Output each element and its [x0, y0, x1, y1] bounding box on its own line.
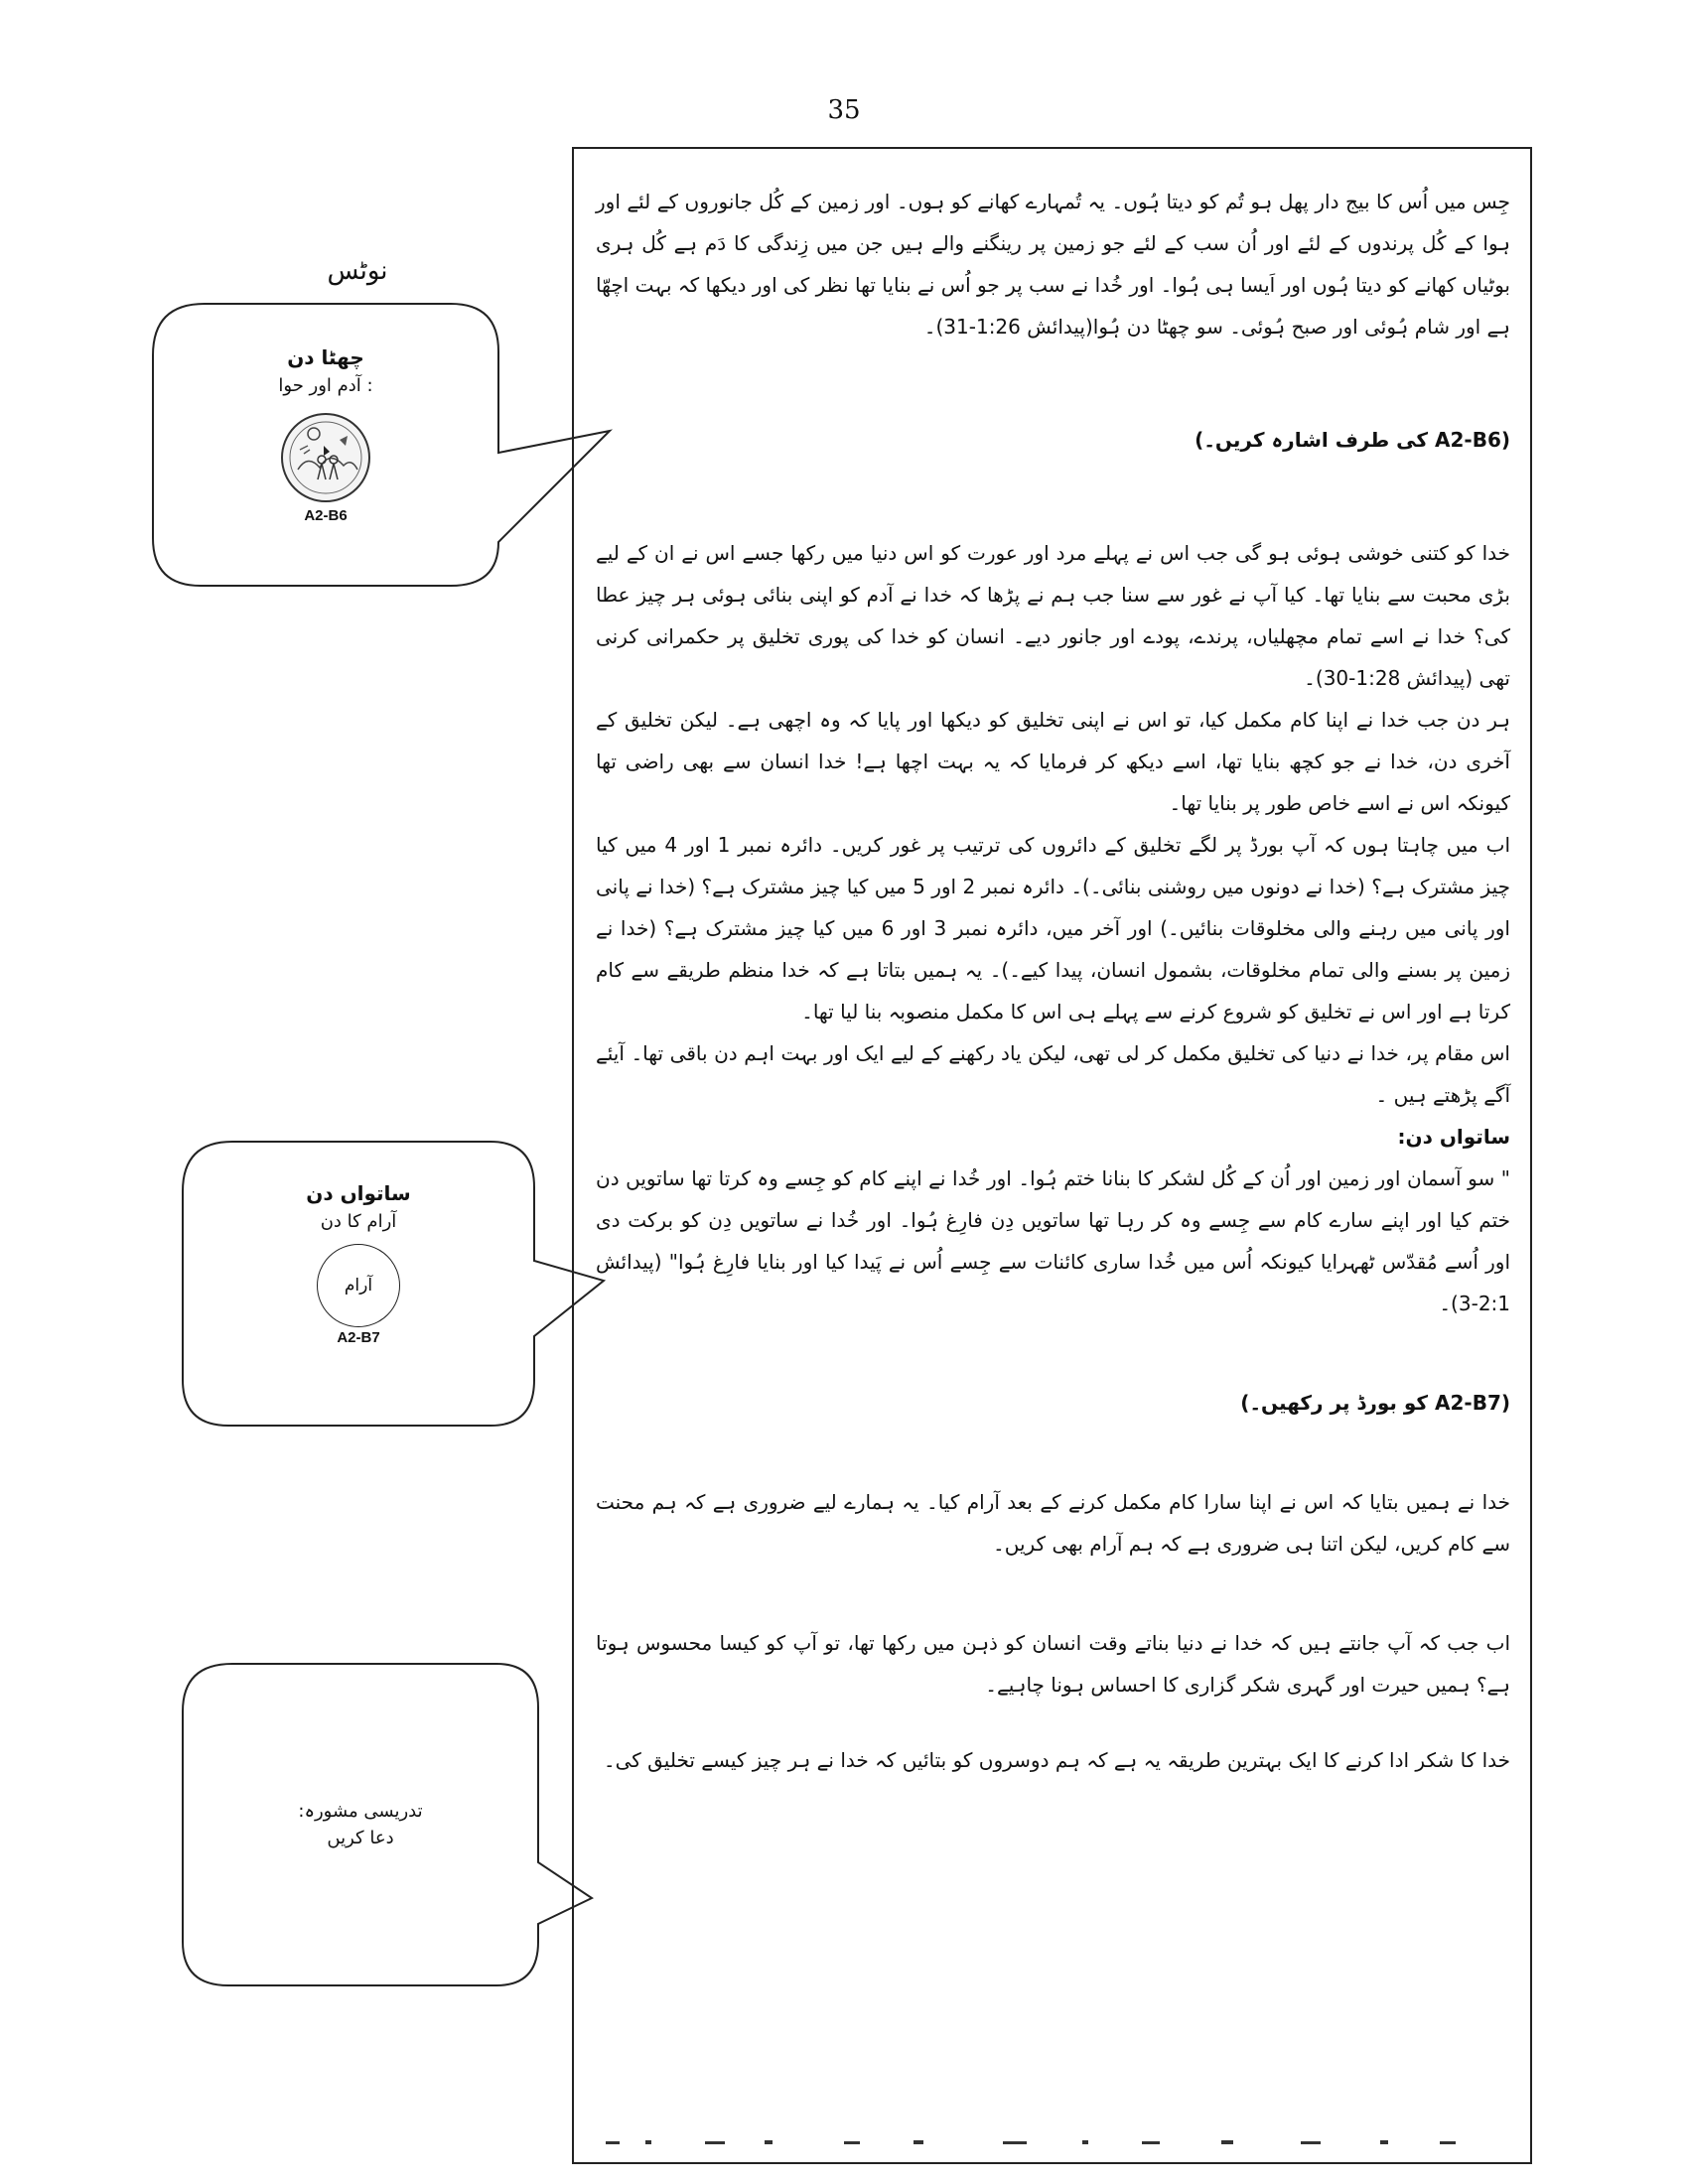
paragraph-adam-dominion: خدا کو کتنی خوشی ہوئی ہو گی جب اس نے پہلے مرد اور عورت کو اس دنیا میں رکھا جسے اس نے ان کے لیے بڑی محبت سے بنایا تھا۔ کیا آپ نے غور سے سنا جب ہم نے پڑھا کہ خدا نے آدم کو اپنی بنائی ہوئی ہر چیز عطا کی؟ خدا نے اسے تمام مچھلیاں، پرندے، پودے اور جانور دیے۔ انسان کو خدا کی پوری تخلیق پر حکمرانی کرنی تھی (پیدائش 1:28-30)۔	[596, 541, 1510, 690]
rest-circle-text: آرام	[344, 1276, 373, 1296]
callout-day-seven-title: ساتواں دن	[306, 1181, 411, 1205]
callout-day-seven	[175, 1142, 612, 1430]
paragraph-circles-order: اب میں چاہتا ہوں کہ آپ بورڈ پر لگے تخلیق کے دائروں کی ترتیب پر غور کریں۔ دائرہ نمبر 1 اور 4 میں کیا چیز مشترک ہے؟ (خدا نے دونوں میں روشنی بنائی۔)۔ دائرہ نمبر 2 اور 5 میں کیا چیز مشترک ہے؟ (خدا نے پانی اور پانی میں رہنے والی مخلوقات بنائیں۔) اور آخر میں، دائرہ نمبر 3 اور 6 میں کیا چیز مشترک ہے؟ (خدا نے زمین پر بسنے والی تمام مخلوقات، بشمول انسان، پیدا کیے۔)۔ یہ ہمیں بتاتا ہے کہ خدا منظم طریقے سے کام کرتا ہے اور اس نے تخلیق کو شروع کرنے سے پہلے ہی اس کا مکمل منصوبہ بنا لیا تھا۔	[596, 833, 1511, 1024]
paragraph-gratitude: اب جب کہ آپ جانتے ہیں کہ خدا نے دنیا بناتے وقت انسان کو ذہن میں رکھا تھا، تو آپ کو کیسا محسوس ہوتا ہے؟ ہمیں حیرت اور گہری شکر گزاری کا احساس ہونا چاہیے۔	[596, 1631, 1510, 1697]
paragraph-genesis-day-seven: " سو آسمان اور زمین اور اُن کے کُل لشکر کا بنانا ختم ہُوا۔ اور خُدا نے اپنے کام کو جِسے وہ کرتا تھا ساتویں دن ختم کیا اور اپنے سارے کام سے جِسے وہ کر رہا تھا ساتویں دِن فارِغ ہُوا۔ اور خُدا نے ساتویں دِن کو برکت دی اور اُسے مُقدّس ٹھہرایا کیونکہ اُس میں خُدا ساری کائنات سے جِسے اُس نے پَیدا کیا اور بنایا فارِغ ہُوا" (پیدائش 2:1-3)۔	[596, 1166, 1510, 1315]
paragraph-one-more-day: اس مقام پر، خدا نے دنیا کی تخلیق مکمل کر لی تھی، لیکن یاد رکھنے کے لیے ایک اور بہت اہم دن باقی تھا۔ آیئے آگے پڑھتے ہیں ۔	[596, 1041, 1510, 1107]
teaching-tip-text: دعا کریں	[327, 1828, 394, 1848]
rest-circle	[317, 1244, 400, 1327]
main-content-box	[572, 147, 1532, 2164]
callout-day-six-title: چھٹا دن	[287, 345, 364, 369]
callout-day-seven-subtitle: آرام کا دن	[320, 1211, 397, 1232]
instruction-place-a2-b7: (A2-B7 کو بورڈ پر رکھیں۔)	[1240, 1391, 1510, 1415]
paragraph-rest: خدا نے ہمیں بتایا کہ اس نے اپنا سارا کام مکمل کرنے کے بعد آرام کیا۔ یہ ہمارے لیے ضروری ہے کہ ہم محنت سے کام کریں، لیکن اتنا ہی ضروری ہے کہ ہم آرام بھی کریں۔	[596, 1490, 1510, 1556]
page-number: 35	[827, 95, 861, 125]
creation-day-six-illustration	[278, 410, 373, 505]
paragraph-very-good: ہر دن جب خدا نے اپنا کام مکمل کیا، تو اس نے اپنی تخلیق کو دیکھا اور پایا کہ وہ اچھی ہے۔ لیکن تخلیق کے آخری دن، خدا نے جو کچھ بنایا تھا، اسے دیکھ کر فرمایا کہ یہ بہت اچھا ہے! خدا انسان سے بھی راضی تھا کیونکہ اس نے اسے خاص طور پر بنایا تھا۔	[596, 708, 1510, 815]
callout-day-six	[145, 304, 612, 592]
callout-day-six-label: A2-B6	[304, 507, 348, 524]
paragraph-tell-others: خدا کا شکر ادا کرنے کا ایک بہترین طریقہ یہ ہے کہ ہم دوسروں کو بتائیں کہ خدا نے ہر چیز کیسے تخلیق کی۔	[603, 1748, 1510, 1772]
truncated-text-line	[586, 2132, 1499, 2144]
instruction-point-a2-b6: (A2-B6 کی طرف اشارہ کریں۔)	[1195, 428, 1510, 452]
callout-day-seven-label: A2-B7	[337, 1329, 380, 1346]
callout-teaching-tip	[175, 1664, 612, 1991]
paragraph-genesis-day-six: جِس میں اُس کا بیج دار پھل ہو تُم کو دیتا ہُوں۔ یہ تُمہارے کھانے کو ہوں۔ اور زمین کے کُل جانوروں کے لئے اور ہوا کے کُل پرندوں کے لئے اور اُن سب کے لئے جو زمین پر رینگنے والے ہیں جن میں زِندگی کا دَم ہے کُل ہری بوٹیاں کھانے کو دیتا ہُوں اور اَیسا ہی ہُوا۔ اور خُدا نے سب پر جو اُس نے بنایا تھا نظر کی اور دیکھا کہ بہت اچھّا ہے اور شام ہُوئی اور صبح ہُوئی۔ سو چھٹا دن ہُوا(پیدائش 1:26-31)۔	[596, 190, 1510, 339]
heading-seventh-day: ساتواں دن:	[1397, 1125, 1510, 1149]
content-body	[574, 149, 1530, 1781]
teaching-tip-heading: تدریسی مشورہ:	[298, 1801, 423, 1822]
callout-day-six-subtitle: : آدم اور حوا	[278, 375, 373, 396]
notes-heading: نوٹس	[327, 256, 388, 286]
